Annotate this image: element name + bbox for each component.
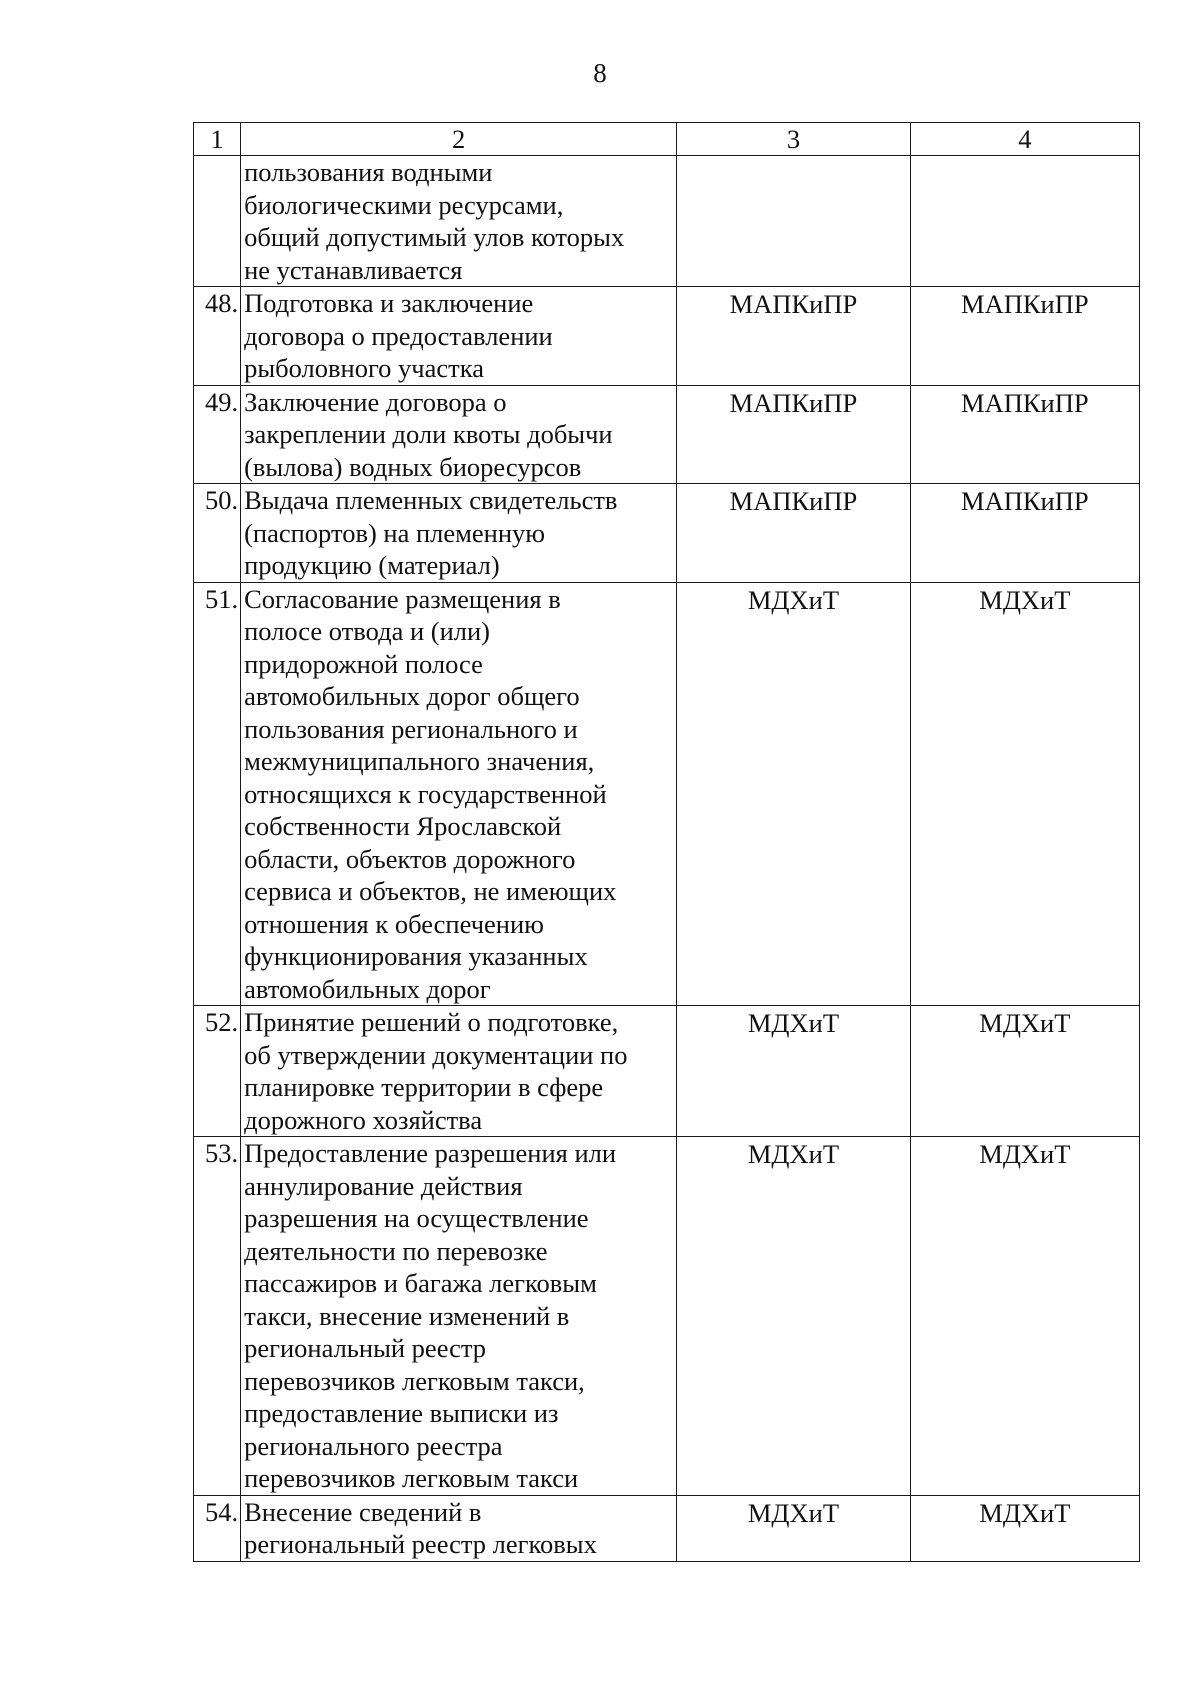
responsible-body-col-4: МДХиТ [910,1495,1139,1561]
table-header-row [194,123,1140,156]
service-name-cell [241,484,677,583]
responsible-body-col-3: МДХиТ [677,1495,910,1561]
table-row [194,385,1140,484]
service-name-line: отношения к обеспечению [244,908,544,939]
service-name-cell [241,156,677,287]
row-number: 49. [194,385,241,484]
service-name-line: продукцию (материал) [244,550,500,580]
header-col-3: 3 [677,123,910,156]
service-name-line: не устанавливается [244,254,463,285]
service-name-line: региональный реестр легковых [244,1529,597,1559]
responsible-body-col-4: МДХиТ [910,1006,1139,1137]
responsible-body-col-4: МДХиТ [910,1137,1139,1496]
table-row [194,1006,1140,1137]
service-name-line: пользования регионального и [244,713,578,744]
service-name-cell [241,1495,677,1561]
service-name-line: договора о предоставлении [244,320,553,351]
service-name-line: Предоставление разрешения или [244,1138,617,1168]
table-row [194,1495,1140,1561]
service-name-line: аннулирование действия [244,1170,523,1201]
responsible-body-col-3: МДХиТ [677,1137,910,1496]
service-name-cell [241,287,677,386]
responsible-body-col-3: МАПКиПР [677,484,910,583]
row-number: 51. [194,582,241,1006]
responsible-body-col-4: МАПКиПР [910,484,1139,583]
service-name-line: такси, внесение изменений в [244,1300,570,1331]
service-name-line: Заключение договора о [244,386,507,417]
responsible-body-col-3 [677,156,910,287]
row-number: 48. [194,287,241,386]
service-name-line: перевозчиков легковым такси, [244,1365,585,1396]
service-name-line: полосе отвода и (или) [244,616,490,646]
service-name-line: области, объектов дорожного [244,843,576,874]
service-name-line: Согласование размещения в [244,583,561,614]
header-col-4: 4 [910,123,1139,156]
responsible-body-col-3: МДХиТ [677,582,910,1006]
service-name-line: предоставление выписки из [244,1398,559,1428]
responsible-body-col-4 [910,156,1139,287]
service-name-cell [241,1137,677,1496]
row-number [194,156,241,287]
service-name-line: общий допустимый улов которых [244,222,625,252]
service-name-line: рыболовного участка [244,353,484,383]
service-name-line: придорожной полосе [244,648,483,679]
service-name-line: сервиса и объектов, не имеющих [244,876,617,906]
table-row [194,1137,1140,1496]
service-name-line: межмуниципального значения, [244,746,595,776]
service-name-line: Принятие решений о подготовке, [244,1007,619,1037]
service-name-line: Подготовка и заключение [244,288,534,318]
service-name-cell [241,385,677,484]
table-row [194,582,1140,1006]
service-name-line: деятельности по перевозке [244,1235,548,1266]
table-body [194,156,1140,1562]
service-name-line: Внесение сведений в [244,1496,482,1527]
service-name-line: функционирования указанных [244,941,588,971]
table-row [194,484,1140,583]
header-col-2: 2 [241,123,677,156]
row-number: 50. [194,484,241,583]
service-name-line: разрешения на осуществление [244,1203,589,1233]
row-number: 52. [194,1006,241,1137]
table-row [194,156,1140,287]
service-name-line: автомобильных дорог общего [244,681,580,711]
service-name-cell [241,582,677,1006]
page-number: 8 [593,58,607,88]
header-col-1: 1 [194,123,241,156]
service-name-line: пассажиров и багажа легковым [244,1268,597,1298]
service-name-line: закреплении доли квоты добычи [244,419,613,449]
service-name-line: (вылова) водных биоресурсов [244,451,582,482]
service-name-line: об утверждении документации по [244,1039,628,1070]
responsible-body-col-4: МАПКиПР [910,385,1139,484]
row-number: 53. [194,1137,241,1496]
services-table [193,122,1140,1562]
service-name-line: пользования водными [244,157,493,187]
service-name-line: Выдача племенных свидетельств [244,485,618,515]
service-name-line: автомобильных дорог [244,973,491,1004]
service-name-cell [241,1006,677,1137]
table-row [194,287,1140,386]
service-name-line: дорожного хозяйства [244,1104,483,1135]
responsible-body-col-3: МАПКиПР [677,385,910,484]
service-name-line: планировке территории в сфере [244,1072,604,1102]
service-name-line: биологическими ресурсами, [244,189,564,220]
responsible-body-col-3: МДХиТ [677,1006,910,1137]
service-name-line: перевозчиков легковым такси [244,1463,579,1493]
service-name-line: региональный реестр [244,1333,487,1363]
responsible-body-col-4: МДХиТ [910,582,1139,1006]
responsible-body-col-4: МАПКиПР [910,287,1139,386]
service-name-line: регионального реестра [244,1430,503,1461]
service-name-line: относящихся к государственной [244,778,607,809]
responsible-body-col-3: МАПКиПР [677,287,910,386]
row-number: 54. [194,1495,241,1561]
service-name-line: (паспортов) на племенную [244,517,546,548]
service-name-line: собственности Ярославской [244,811,562,841]
